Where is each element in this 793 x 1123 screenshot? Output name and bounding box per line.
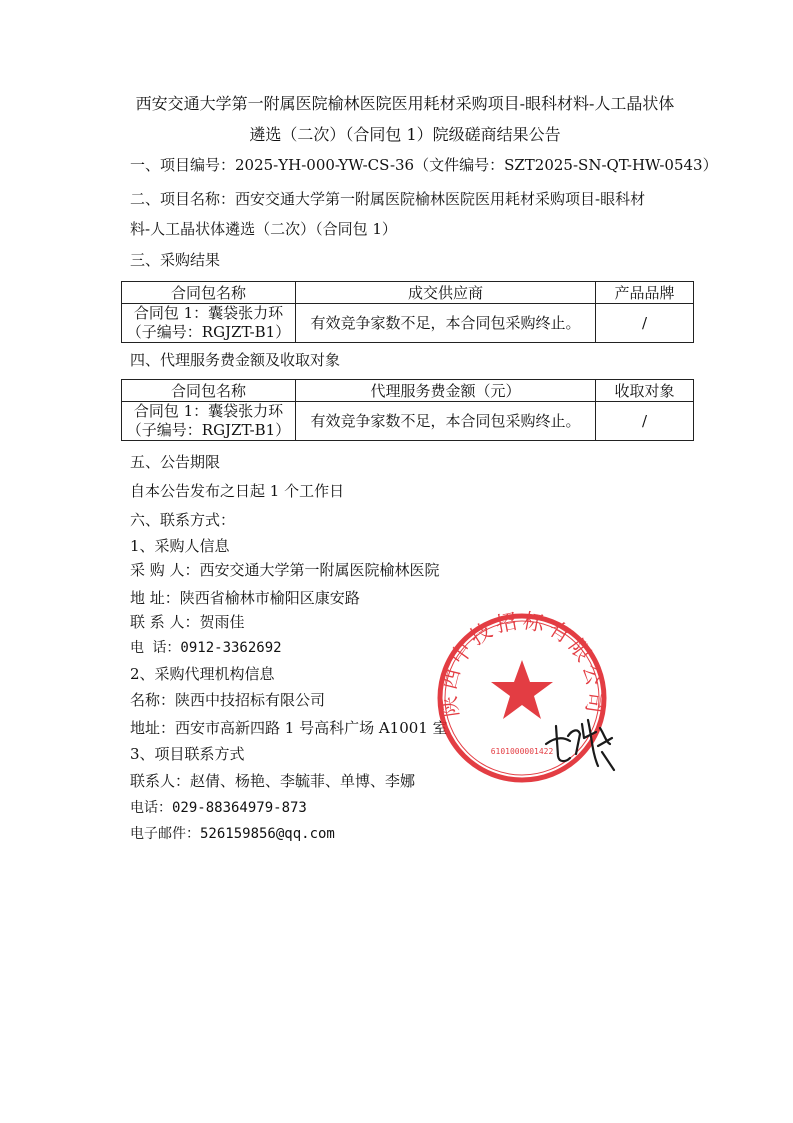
fee-table	[121, 379, 694, 441]
project-number: 一、项目编号：2025-YH-000-YW-CS-36（文件编号：SZT2025-SN-QT-HW-0543）	[130, 156, 718, 174]
result-table-header	[122, 282, 694, 304]
svg-text:6101000001422: 6101000001422	[490, 747, 554, 756]
project-email: 电子邮件：526159856@qq.com	[130, 826, 335, 842]
package-name: 合同包 1：囊袋张力环	[133, 402, 284, 420]
document-title-line1: 西安交通大学第一附属医院榆林医院医用耗材采购项目-眼科材料-人工晶状体	[135, 94, 675, 113]
project-name-line1: 二、项目名称：西安交通大学第一附属医院榆林医院医用耗材采购项目-眼科材	[130, 190, 646, 208]
handwritten-signature-icon	[540, 708, 620, 778]
period-heading: 五、公告期限	[130, 453, 221, 471]
buyer-phone: 电 话：0912-3362692	[130, 640, 282, 656]
project-contacts: 联系人：赵倩、杨艳、李毓菲、单博、李娜	[130, 772, 416, 790]
contact-heading: 六、联系方式：	[130, 511, 236, 529]
package-subcode: （子编号：RGJZT-B1）	[126, 323, 291, 341]
agent-name: 名称：陕西中技招标有限公司	[130, 691, 326, 709]
project-phone: 电话：029-88364979-873	[130, 800, 307, 816]
buyer-heading: 1、采购人信息	[130, 537, 230, 555]
buyer-contact: 联 系 人：贺雨佳	[130, 613, 245, 631]
result-cell-brand: /	[596, 304, 694, 343]
project-contact-heading: 3、项目联系方式	[130, 745, 245, 763]
fee-table-header	[122, 380, 694, 402]
result-header-brand: 产品品牌	[596, 282, 694, 304]
buyer-address: 地 址：陕西省榆林市榆阳区康安路	[130, 589, 360, 607]
fee-cell-package	[122, 402, 296, 441]
package-name: 合同包 1：囊袋张力环	[133, 304, 284, 322]
agent-heading: 2、采购代理机构信息	[130, 665, 275, 683]
fee-header-amount: 代理服务费金额（元）	[296, 380, 596, 402]
document-title-line2: 遴选（二次）（合同包 1）院级磋商结果公告	[249, 125, 561, 144]
fee-cell-payer: /	[596, 402, 694, 441]
table-row	[122, 304, 694, 343]
agent-address: 地址：西安市高新四路 1 号高科广场 A1001 室	[130, 719, 448, 737]
table-row	[122, 402, 694, 441]
result-header-supplier: 成交供应商	[296, 282, 596, 304]
svg-text:陕西中技招标有限公司: 陕西中技招标有限公司	[436, 608, 608, 719]
project-name-line2: 料-人工晶状体遴选（二次）（合同包 1）	[130, 220, 397, 238]
fee-heading: 四、代理服务费金额及收取对象	[130, 351, 341, 369]
result-cell-supplier: 有效竞争家数不足，本合同包采购终止。	[296, 304, 596, 343]
fee-header-payer: 收取对象	[596, 380, 694, 402]
fee-header-package: 合同包名称	[122, 380, 296, 402]
result-table	[121, 281, 694, 343]
period-text: 自本公告发布之日起 1 个工作日	[130, 482, 345, 500]
buyer-name: 采 购 人：西安交通大学第一附属医院榆林医院	[130, 561, 440, 579]
fee-cell-amount: 有效竞争家数不足，本合同包采购终止。	[296, 402, 596, 441]
result-cell-package	[122, 304, 296, 343]
result-heading: 三、采购结果	[130, 251, 221, 269]
result-header-package: 合同包名称	[122, 282, 296, 304]
package-subcode: （子编号：RGJZT-B1）	[126, 421, 291, 439]
